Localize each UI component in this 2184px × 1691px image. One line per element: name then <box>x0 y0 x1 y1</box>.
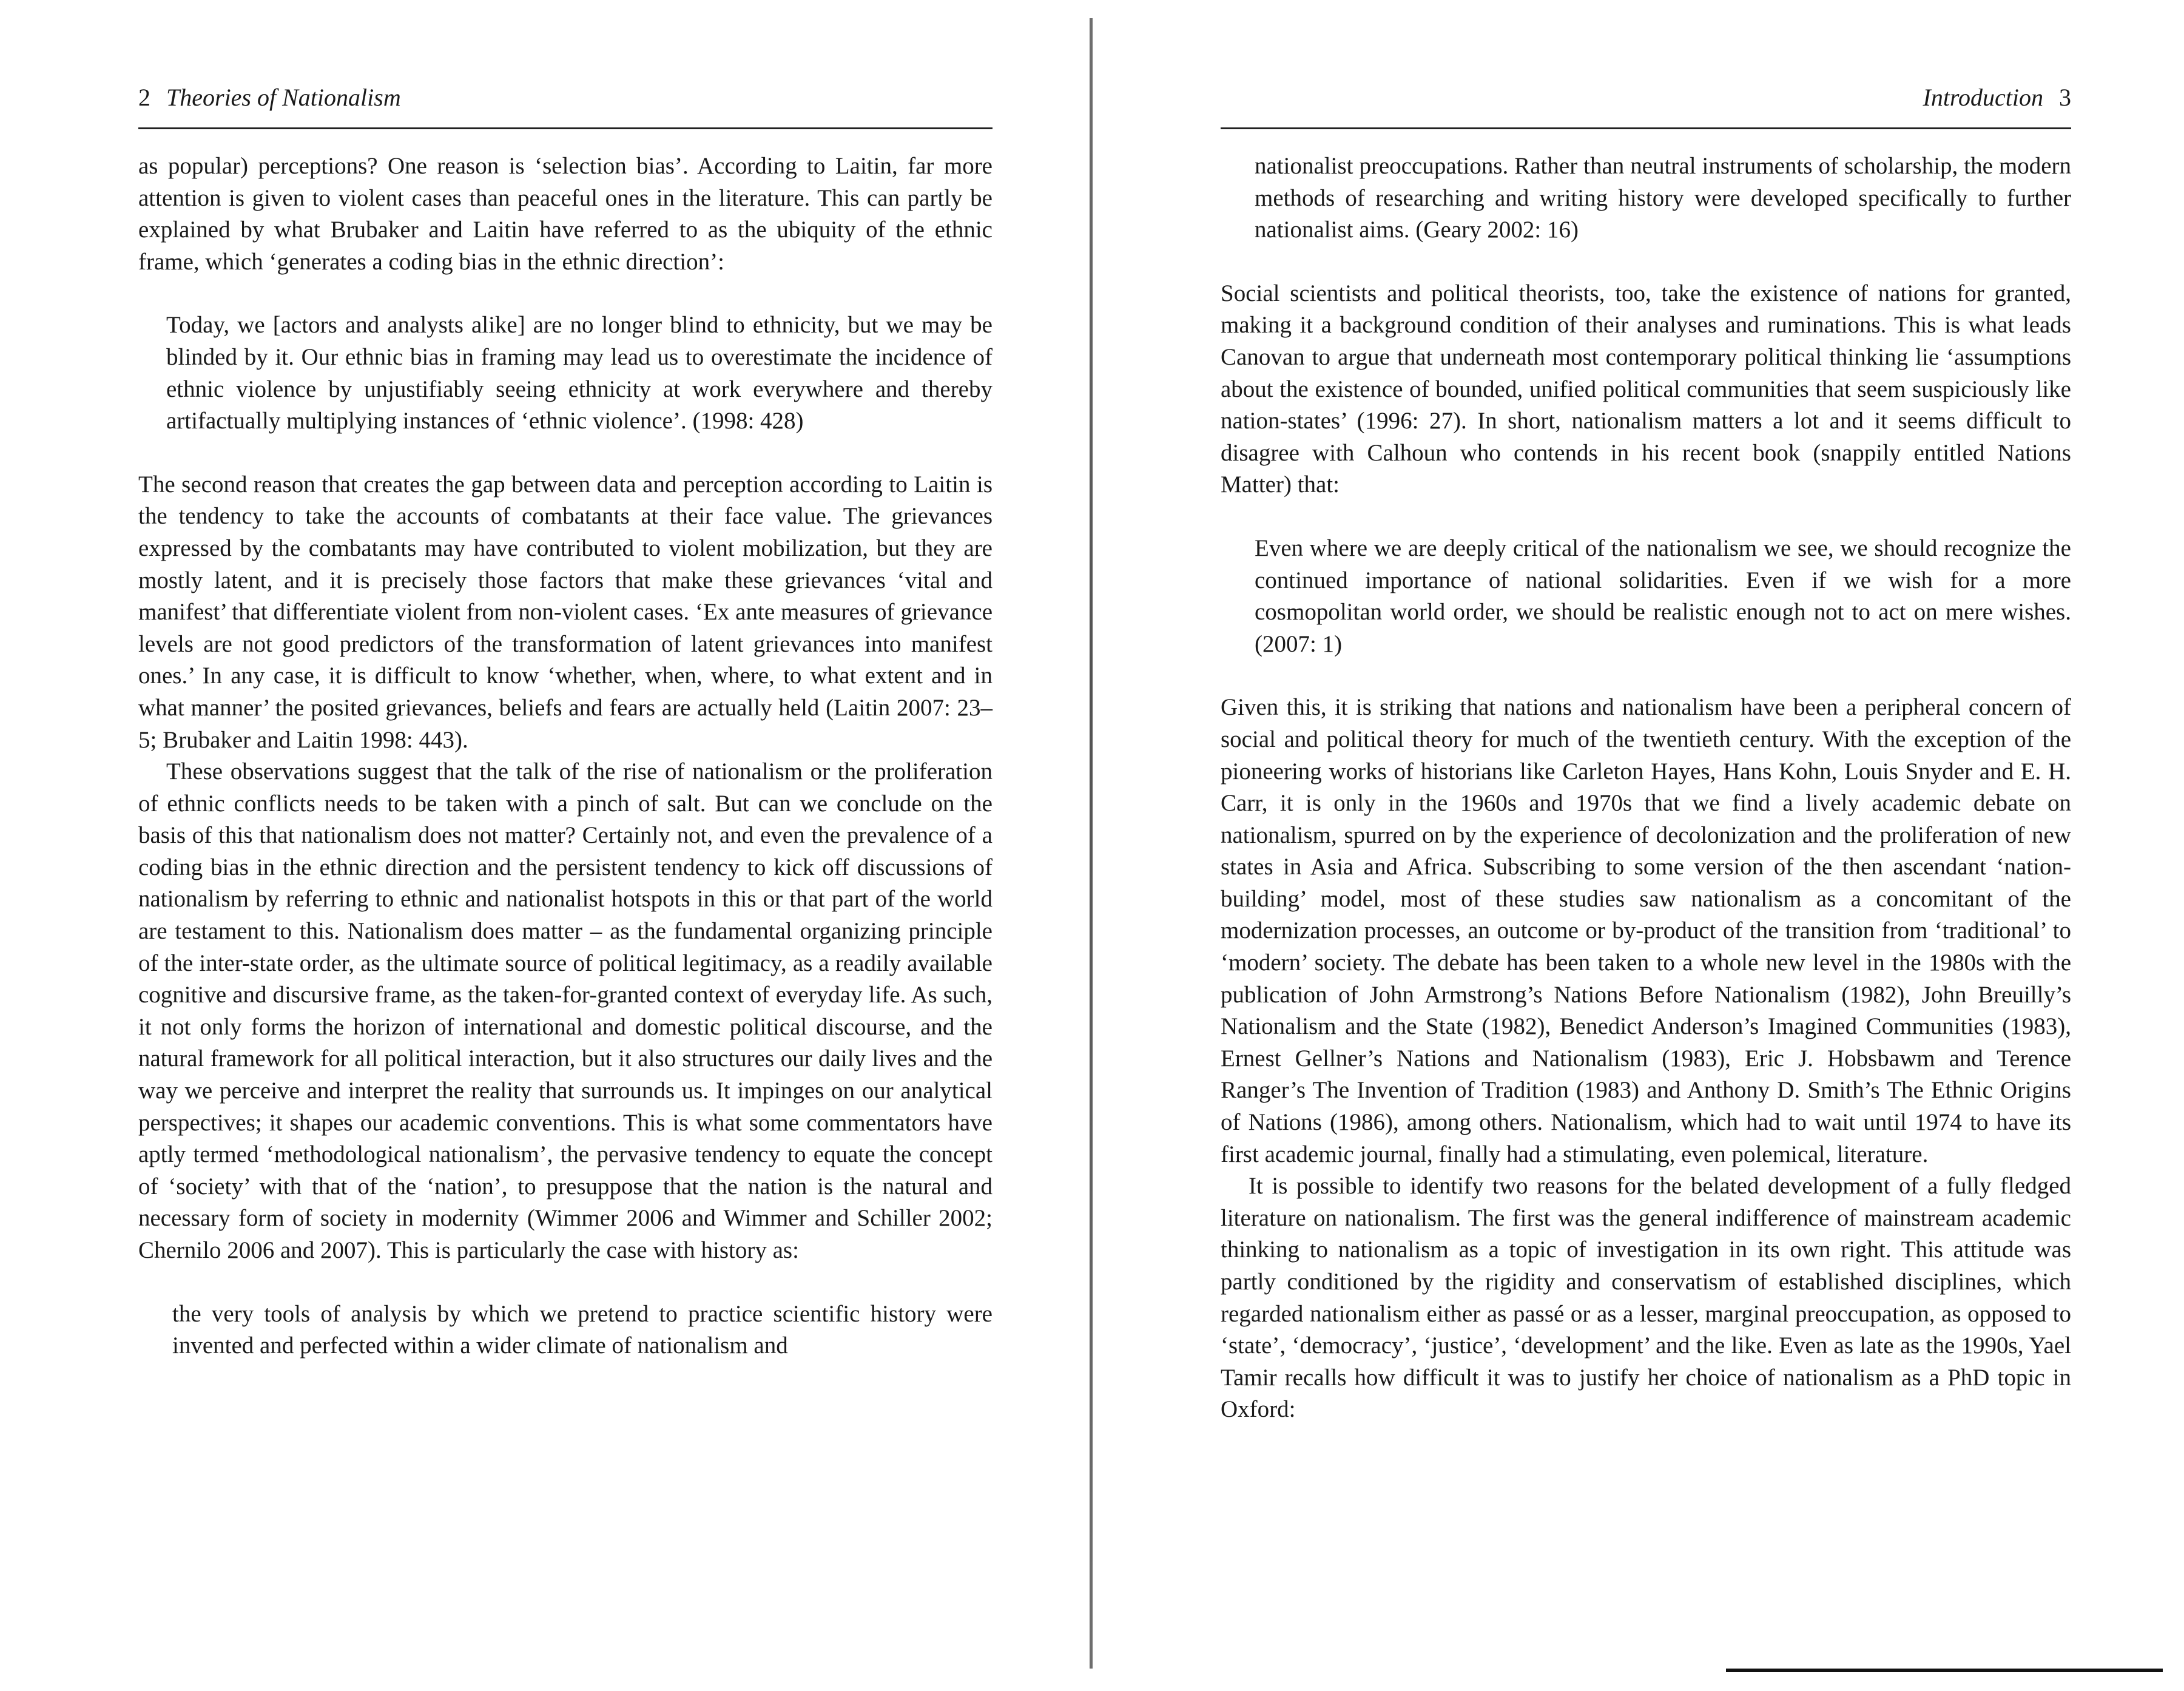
left-page <box>138 0 993 1691</box>
block-quote: Today, we [actors and analysts alike] are no longer blind to ethnicity, but we may be blinded by it. Our ethnic bias in framing may lead us to overestimate the incidence of ethnic violence by unjustifiably seeing ethnicity at work everywhere and thereby artifactually multiplying instances of ‘ethnic violence’. (1998: 428) <box>166 312 993 434</box>
body-text <box>1221 150 2071 1426</box>
running-title: Theories of Nationalism <box>166 84 401 111</box>
running-title: Introduction <box>1923 84 2043 111</box>
page-number: 3 <box>2059 84 2071 111</box>
paragraph: as popular) perceptions? One reason is ‘selection bias’. According to Laitin, far more attention is given to violent cases than peaceful ones in the literature. This can partly be explained by what Brubaker and Laitin have referred to as the ubiquity of the ethnic frame, which ‘generates a coding bias in the ethnic direction’: <box>138 153 993 275</box>
page-number: 2 <box>138 84 150 111</box>
book-spine <box>1090 18 1093 1669</box>
body-text <box>138 150 993 1362</box>
block-quote: Even where we are deeply critical of the nationalism we see, we should recognize the continued importance of national solidarities. Even if we wish for a more cosmopolitan world order, we should be realistic enough not to act on mere wishes. (2007: 1) <box>1255 535 2071 657</box>
header-rule <box>1221 127 2071 129</box>
paragraph: Given this, it is striking that nations and nationalism have been a peripheral concern of social and political theory for much of the twentieth century. With the exception of the pioneering works of historians like Carleton Hayes, Hans Kohn, Louis Snyder and E. H. Carr, it is only in the 1960s and 1970s that we find a lively academic debate on nationalism, spurred on by the experience of decolonization and the proliferation of new states in Asia and Africa. Subscribing to some version of the then ascendant ‘nation-building’ model, most of these studies saw nationalism as a concomitant of the modernization processes, an outcome or by-product of the transition from ‘traditional’ to ‘modern’ society. The debate has been taken to a whole new level in the 1980s with the publication of John Armstrong’s Nations Before Nationalism (1982), John Breuilly’s Nationalism and the State (1982), Benedict Anderson’s Imagined Communities (1983), Ernest Gellner’s Nations and Nationalism (1983), Eric J. Hobsbawm and Terence Ranger’s The Invention of Tradition (1983) and Anthony D. Smith’s The Ethnic Origins of Nations (1986), among others. Nationalism, which had to wait until 1974 to have its first academic journal, finally had a stimulating, even polemical, literature. <box>1221 694 2071 1167</box>
paragraph: Social scientists and political theorists, too, take the existence of nations for granted, making it a background condition of their analyses and ruminations. This is what leads Canovan to argue that underneath most contemporary political thinking lie ‘assumptions about the existence of bounded, unified political communities that seem suspiciously like nation-states’ (1996: 27). In short, nationalism matters a lot and it seems difficult to disagree with Calhoun who contends in his recent book (snappily entitled Nations Matter) that: <box>1221 280 2071 498</box>
running-head <box>138 76 993 119</box>
paragraph: It is possible to identify two reasons for the belated development of a fully fledged literature on nationalism. The first was the general indifference of mainstream academic thinking to nationalism as a topic of investigation in its own right. This attitude was partly conditioned by the rigidity and conservatism of established disciplines, which regarded nationalism either as passé or as a lesser, marginal preoccupation, as opposed to ‘state’, ‘democracy’, ‘justice’, ‘development’ and the like. Even as late as the 1990s, Yael Tamir recalls how difficult it was to justify her choice of nationalism as a PhD topic in Oxford: <box>1221 1173 2071 1423</box>
right-page <box>1221 0 2071 1691</box>
block-quote: nationalist preoccupations. Rather than neutral instruments of scholarship, the modern methods of researching and writing history were developed specifically to further nationalist aims. (Geary 2002: 16) <box>1255 153 2071 243</box>
paragraph: The second reason that creates the gap between data and perception according to Laitin is the tendency to take the accounts of combatants at their face value. The grievances expressed by the combatants may have contributed to violent mobilization, but they are mostly latent, and it is precisely those factors that make these grievances ‘vital and manifest’ that differentiate violent from non-violent cases. ‘Ex ante measures of grievance levels are not good predictors of the transformation of latent grievances into manifest ones.’ In any case, it is difficult to know ‘whether, when, where, to what extent and in what manner’ the posited grievances, beliefs and fears are actually held (Laitin 2007: 23–5; Brubaker and Laitin 1998: 443). <box>138 471 993 753</box>
scan-edge-line <box>1726 1669 2163 1672</box>
running-head <box>1221 76 2071 119</box>
paragraph: These observations suggest that the talk of the rise of nationalism or the proliferation of ethnic conflicts needs to be taken with a pinch of salt. But can we conclude on the basis of this that nationalism does not matter? Certainly not, and even the prevalence of a coding bias in the ethnic direction and the persistent tendency to kick off discussions of nationalism by referring to ethnic and nationalist hotspots in this or that part of the world are testament to this. Nationalism does matter – as the fundamental organizing principle of the inter-state order, as the ultimate source of political legitimacy, as a readily available cognitive and discursive frame, as the taken-for-granted context of everyday life. As such, it not only forms the horizon of international and domestic political discourse, and the natural framework for all political interaction, but it also structures our daily lives and the way we perceive and interpret the reality that surrounds us. It impinges on our analytical perspectives; it shapes our academic conventions. This is what some commentators have aptly termed ‘methodological nationalism’, the pervasive tendency to equate the concept of ‘society’ with that of the ‘nation’, to presuppose that the nation is the natural and necessary form of society in modernity (Wimmer 2006 and Wimmer and Schiller 2002; Chernilo 2006 and 2007). This is particularly the case with history as: <box>138 758 993 1263</box>
block-quote: the very tools of analysis by which we pretend to practice scientific history were invented and perfected within a wider climate of nationalism and <box>172 1300 993 1359</box>
header-rule <box>138 127 993 129</box>
